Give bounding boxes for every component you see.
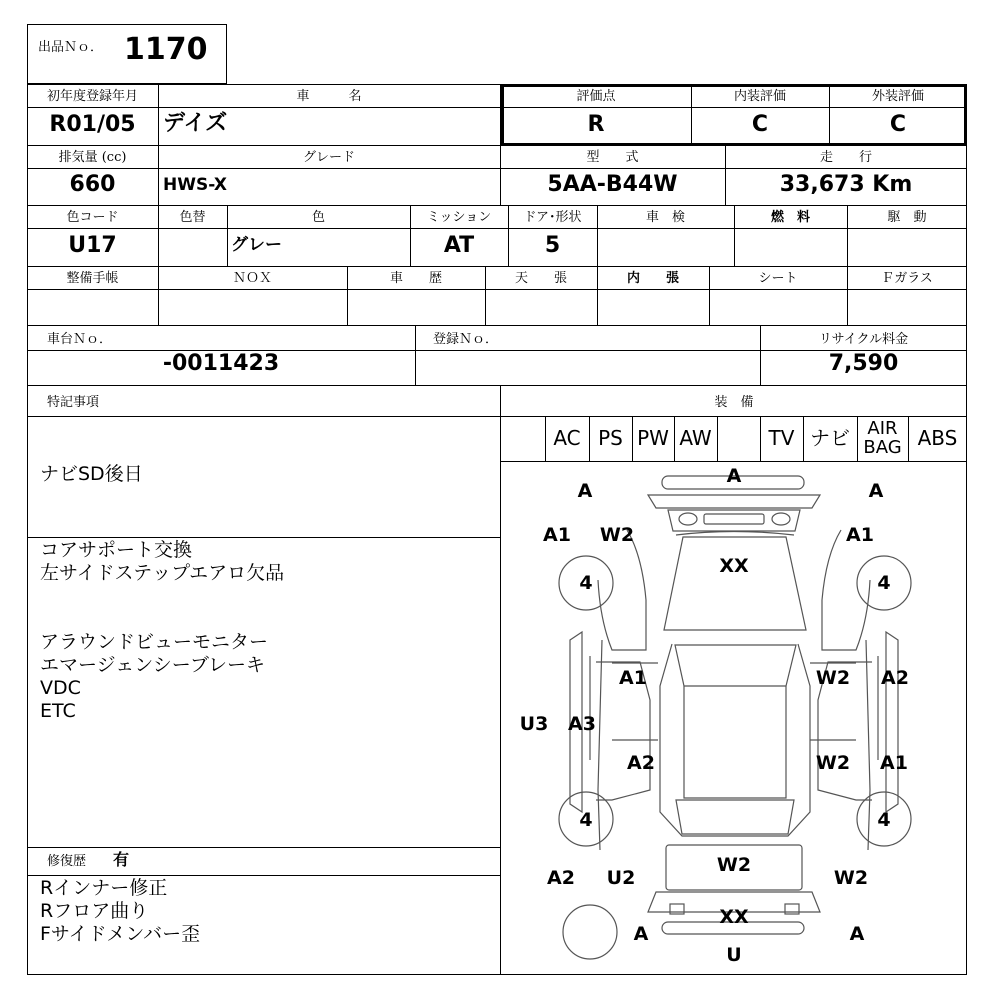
damage-mark: 4 — [579, 572, 593, 594]
color-value: グレー — [231, 235, 282, 255]
damage-mark: XX — [719, 906, 749, 928]
lot-number-label: 出品Ｎｏ． — [38, 40, 104, 55]
recycle-value: 7,590 — [828, 351, 899, 376]
interior-lining-label: 内 張 — [626, 271, 679, 286]
damage-mark: A1 — [543, 524, 571, 546]
vehicle-history-label: 車 歴 — [389, 271, 442, 286]
equipment-label: 装 備 — [714, 395, 754, 410]
score-value: R — [587, 112, 605, 137]
damage-mark: U — [726, 944, 742, 966]
damage-mark: A2 — [881, 667, 909, 689]
repair-details: Rインナー修正 Rフロア曲り Fサイドメンバー歪 — [40, 877, 201, 945]
color-label: 色 — [311, 210, 325, 225]
damage-mark: W2 — [815, 667, 851, 689]
damage-mark: A — [849, 923, 865, 945]
damage-mark: A — [868, 480, 884, 502]
door-value: 5 — [544, 233, 561, 258]
equipment-item: AW — [679, 426, 712, 450]
equipment-item: PS — [598, 426, 623, 450]
mission-label: ミッション — [426, 210, 492, 225]
chassis-value: -0011423 — [162, 351, 280, 376]
grade-value: HWS-X — [163, 175, 227, 195]
model-label: 型 式 — [586, 150, 639, 165]
first-reg-label: 初年度登録年月 — [46, 89, 138, 104]
repair-history-label: 修復歴 — [47, 854, 87, 869]
interior-label: 内装評価 — [733, 89, 786, 104]
recycle-label: リサイクル料金 — [818, 332, 909, 347]
score-label: 評価点 — [576, 89, 616, 104]
equipment-item: AC — [553, 426, 581, 450]
drive-label: 駆 動 — [887, 210, 927, 225]
damage-mark: 4 — [877, 809, 891, 831]
remarks-text: コアサポート交換 左サイドステップエアロ欠品 アラウンドビューモニター エマージェンシーブレーキ VDC ETC — [40, 539, 285, 722]
equipment-item: PW — [637, 426, 669, 450]
car-name-value: デイズ — [163, 111, 228, 136]
damage-mark: A1 — [619, 667, 647, 689]
fuel-label: 燃 料 — [770, 210, 810, 225]
displacement-label: 排気量 (cc) — [58, 150, 127, 165]
mileage-value: 33,673 Km — [779, 172, 913, 197]
damage-mark: A1 — [880, 752, 908, 774]
seat-label: シート — [758, 271, 798, 286]
car-name-label: 車 名 — [296, 89, 362, 104]
equipment-item: ABS — [917, 426, 958, 450]
damage-mark: W2 — [815, 752, 851, 774]
lot-number: 1170 — [124, 32, 208, 67]
inspection-label: 車 検 — [645, 210, 685, 225]
damage-mark: 4 — [877, 572, 891, 594]
equipment-item: TV — [768, 426, 795, 450]
damage-mark: A — [726, 465, 742, 487]
damage-mark: A1 — [846, 524, 874, 546]
equipment-item: ナビ — [810, 426, 850, 450]
grade-label: グレード — [302, 150, 355, 165]
repair-history-value: 有 — [113, 850, 130, 869]
exterior-label: 外装評価 — [871, 89, 924, 104]
chassis-label: 車台Ｎｏ． — [47, 332, 113, 347]
damage-mark: A — [633, 923, 649, 945]
damage-mark: U2 — [606, 867, 636, 889]
damage-mark: W2 — [716, 854, 752, 876]
mission-value: AT — [443, 233, 475, 258]
color-code-value: U17 — [68, 233, 117, 258]
model-value: 5AA-B44W — [547, 172, 678, 197]
damage-mark: W2 — [833, 867, 869, 889]
roof-lining-label: 天 張 — [514, 271, 567, 286]
registration-label: 登録Ｎｏ． — [433, 332, 499, 347]
damage-mark: A2 — [627, 752, 655, 774]
door-label: ドア･形状 — [523, 210, 582, 225]
repaint-label: 色替 — [179, 210, 206, 225]
damage-mark: U3 — [519, 713, 549, 735]
color-code-label: 色コード — [66, 210, 119, 225]
mileage-label: 走 行 — [819, 150, 872, 165]
damage-mark: A — [577, 480, 593, 502]
exterior-value: C — [889, 112, 907, 137]
damage-mark: A2 — [547, 867, 575, 889]
front-glass-label: Ｆガラス — [881, 271, 933, 286]
special-notes-label: 特記事項 — [47, 395, 100, 410]
service-book-label: 整備手帳 — [66, 271, 119, 286]
special-notes: ナビSD後日 — [40, 463, 143, 485]
damage-mark: A3 — [568, 713, 596, 735]
damage-mark: W2 — [599, 524, 635, 546]
nox-label: ＮＯＸ — [232, 271, 272, 286]
interior-value: C — [751, 112, 769, 137]
equipment-item: AIR BAG — [863, 418, 902, 458]
damage-mark: 4 — [579, 809, 593, 831]
displacement-value: 660 — [69, 172, 116, 197]
damage-mark: XX — [719, 555, 749, 577]
first-reg-value: R01/05 — [49, 112, 136, 137]
